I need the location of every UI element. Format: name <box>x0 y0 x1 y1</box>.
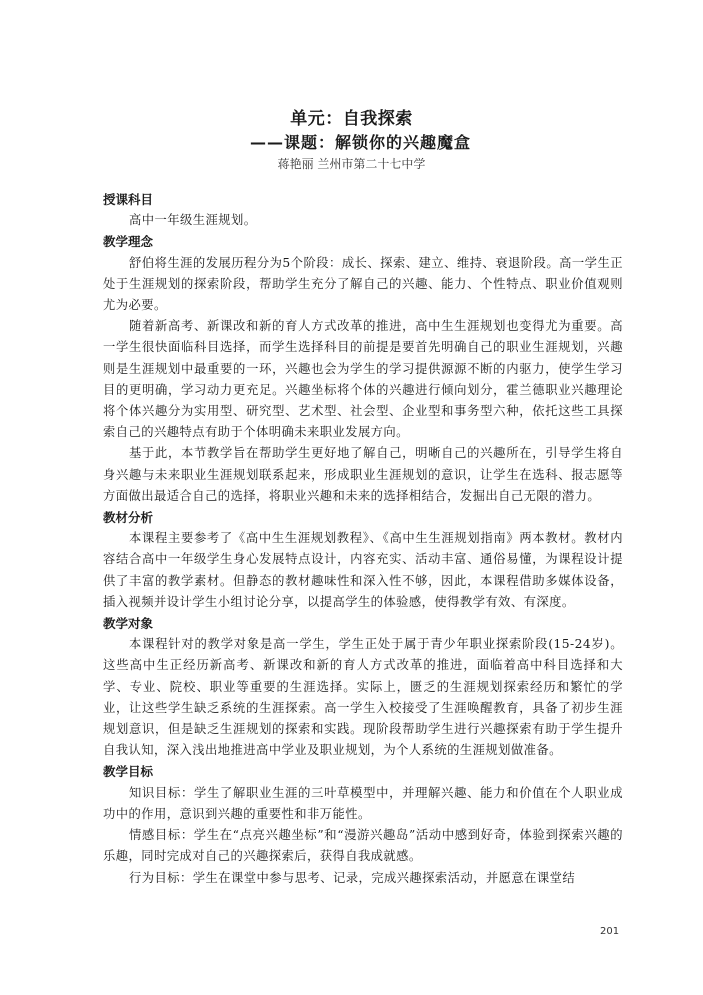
page-subtitle: ——课题：解锁你的兴趣魔盒 <box>250 133 472 152</box>
paragraph: 本课程针对的教学对象是高一学生，学生正处于属于青少年职业探索阶段(15-24岁)。这些高中生正经历新高考、新课改和新的育人方式改革的推进，面临着高中科目选择和大学、专业、院校、职业等重要的生涯选择。实际上，匮乏的生涯规划探索经历和繁忙的学业，让这些学生缺乏系统的生涯探索。高一学生入校接受了生涯唤醒教育，具备了初步生涯规划意识，但是缺乏生涯规划的探索和实践。现阶段帮助学生进行兴趣探索有助于学生提升自我认知，深入浅出地推进高中学业及职业规划，为个人系统的生涯规划做准备。 <box>103 637 623 758</box>
section-heading: 授课科目 <box>103 192 154 207</box>
section-heading: 教学目标 <box>103 764 154 780</box>
paragraph: 高中一年级生涯规划。 <box>129 213 257 228</box>
section-heading: 教学对象 <box>103 616 154 632</box>
page-number: 201 <box>600 926 620 937</box>
section-teaching-objectives <box>103 761 623 888</box>
paragraph: 行为目标：学生在课堂中参与思考、记录，完成兴趣探索活动，并愿意在课堂结 <box>129 870 576 885</box>
paragraph: 舒伯将生涯的发展历程分为5个阶段：成长、探索、建立、维持、衰退阶段。高一学生正处于生涯规划的探索阶段，帮助学生充分了解自己的兴趣、能力、个性特点、职业价值观则尤为必要。 <box>103 255 623 313</box>
author-line: 蒋艳丽 兰州市第二十七中学 <box>277 157 426 171</box>
paragraph: 情感目标：学生在“点亮兴趣坐标”和“漫游兴趣岛”活动中感到好奇，体验到探索兴趣的乐趣，同时完成对自己的兴趣探索后，获得自我成就感。 <box>103 828 623 864</box>
page-title: 单元：自我探索 <box>290 109 413 129</box>
section-teaching-audience <box>103 613 623 761</box>
section-teaching-philosophy <box>103 231 623 507</box>
paragraph: 本课程主要参考了《高中生生涯规划教程》、《高中生生涯规划指南》两本教材。教材内容结合高中一年级学生身心发展特点设计，内容充实、活动丰富、通俗易懂，为课程设计提供了丰富的教学素材。但静态的教材趣味性和深入性不够，因此，本课程借助多媒体设备，插入视频并设计学生小组讨论分享，以提高学生的体验感，使得教学有效、有深度。 <box>103 531 623 609</box>
section-heading: 教材分析 <box>103 510 154 526</box>
document-body <box>103 189 623 889</box>
section-subject <box>103 189 623 231</box>
paragraph: 知识目标：学生了解职业生涯的三叶草模型中，并理解兴趣、能力和价值在个人职业成功中的作用，意识到兴趣的重要性和非万能性。 <box>103 785 623 821</box>
paragraph: 随着新高考、新课改和新的育人方式改革的推进，高中生生涯规划也变得尤为重要。高一学生很快面临科目选择，而学生选择科目的前提是要首先明确自己的职业生涯规划，兴趣则是生涯规划中最重要的一环，兴趣也会为学生的学习提供源源不断的内驱力，使学生学习目的更明确，学习动力更充足。兴趣坐标将个体的兴趣进行倾向划分，霍兰德职业兴趣理论将个体兴趣分为实用型、研究型、艺术型、社会型、企业型和事务型六种，依托这些工具探索自己的兴趣特点有助于个体明确未来职业发展方向。 <box>103 319 623 440</box>
section-heading: 教学理念 <box>103 234 154 250</box>
section-textbook-analysis <box>103 507 623 613</box>
paragraph: 基于此，本节教学旨在帮助学生更好地了解自己，明晰自己的兴趣所在，引导学生将自身兴趣与未来职业生涯规划联系起来，形成职业生涯规划的意识，让学生在选科、报志愿等方面做出最适合自己的选择，将职业兴趣和未来的选择相结合，发掘出自己无限的潜力。 <box>103 446 623 503</box>
